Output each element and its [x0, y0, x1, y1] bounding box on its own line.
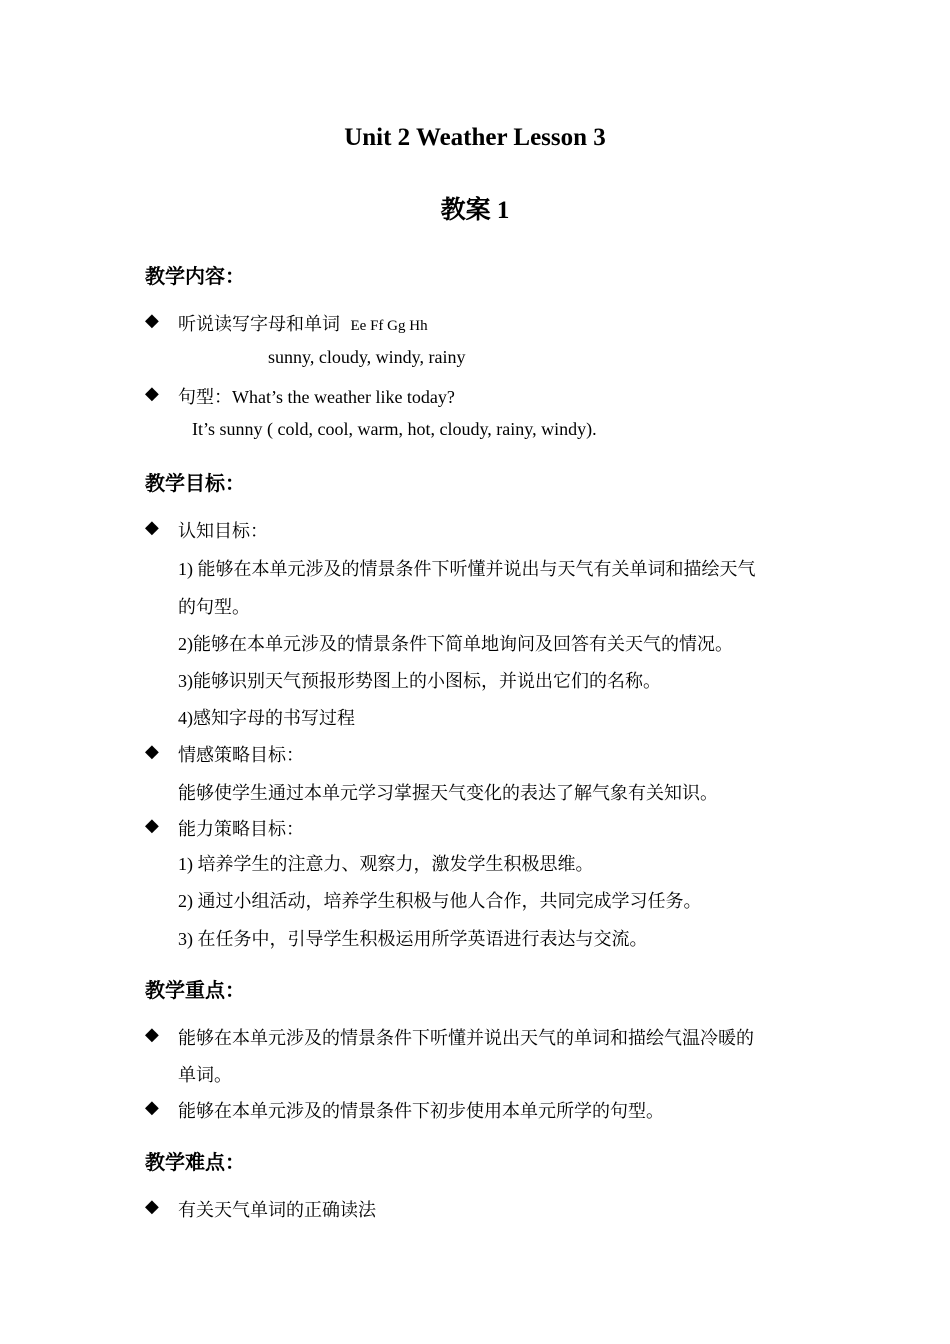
ability-goal-3: 3) 在任务中，引导学生积极运用所学英语进行表达与交流。 [178, 929, 648, 949]
content-item-1 [178, 310, 428, 336]
cognitive-goal-1: 1) 能够在本单元涉及的情景条件下听懂并说出与天气有关单词和描绘天气 [178, 559, 756, 579]
heading-difficulties: 教学难点： [145, 1152, 245, 1174]
bullet-icon: ◆ [145, 383, 159, 403]
bullet-icon: ◆ [145, 1196, 159, 1216]
document-title: Unit 2 Weather Lesson 3 [344, 124, 606, 151]
heading-content: 教学内容： [145, 266, 245, 288]
difficulty-1: 有关天气单词的正确读法 [178, 1200, 376, 1220]
key-point-1: 能够在本单元涉及的情景条件下听懂并说出天气的单词和描绘气温冷暖的 [178, 1028, 754, 1048]
bullet-icon: ◆ [145, 310, 159, 330]
cognitive-goal-2: 2)能够在本单元涉及的情景条件下简单地询问及回答有关天气的情况。 [178, 634, 733, 654]
cognitive-goal-1-cont: 的句型。 [178, 597, 250, 617]
heading-key-points: 教学重点： [145, 980, 245, 1002]
sentence-answer: It’s sunny ( cold, cool, warm, hot, cloudy, rainy, windy). [192, 419, 597, 439]
content-item-1-label: 听说读写字母和单词 [178, 314, 340, 334]
ability-goal-label: 能力策略目标： [178, 819, 304, 839]
emotion-goal-text: 能够使学生通过本单元学习掌握天气变化的表达了解气象有关知识。 [178, 783, 718, 803]
emotion-goal-label: 情感策略目标： [178, 745, 304, 765]
bullet-icon: ◆ [145, 1097, 159, 1117]
cognitive-goal-3: 3)能够识别天气预报形势图上的小图标，并说出它们的名称。 [178, 671, 661, 691]
bullet-icon: ◆ [145, 517, 159, 537]
ability-goal-1: 1) 培养学生的注意力、观察力，激发学生积极思维。 [178, 854, 594, 874]
bullet-icon: ◆ [145, 815, 159, 835]
heading-goals: 教学目标： [145, 473, 245, 495]
bullet-icon: ◆ [145, 741, 159, 761]
ability-goal-2: 2) 通过小组活动，培养学生积极与他人合作，共同完成学习任务。 [178, 891, 702, 911]
cognitive-goal-4: 4)感知字母的书写过程 [178, 708, 355, 728]
cognitive-goal-label: 认知目标： [178, 521, 268, 541]
content-item-2 [178, 383, 455, 409]
letters: Ee Ff Gg Hh [350, 318, 428, 334]
key-point-1-cont: 单词。 [178, 1065, 232, 1085]
sentence-question: What’s the weather like today? [232, 387, 455, 407]
bullet-icon: ◆ [145, 1024, 159, 1044]
sentence-pattern-label: 句型： [178, 387, 232, 407]
vocab-words: sunny, cloudy, windy, rainy [268, 347, 466, 367]
document-subtitle: 教案 1 [440, 197, 510, 224]
key-point-2: 能够在本单元涉及的情景条件下初步使用本单元所学的句型。 [178, 1101, 664, 1121]
